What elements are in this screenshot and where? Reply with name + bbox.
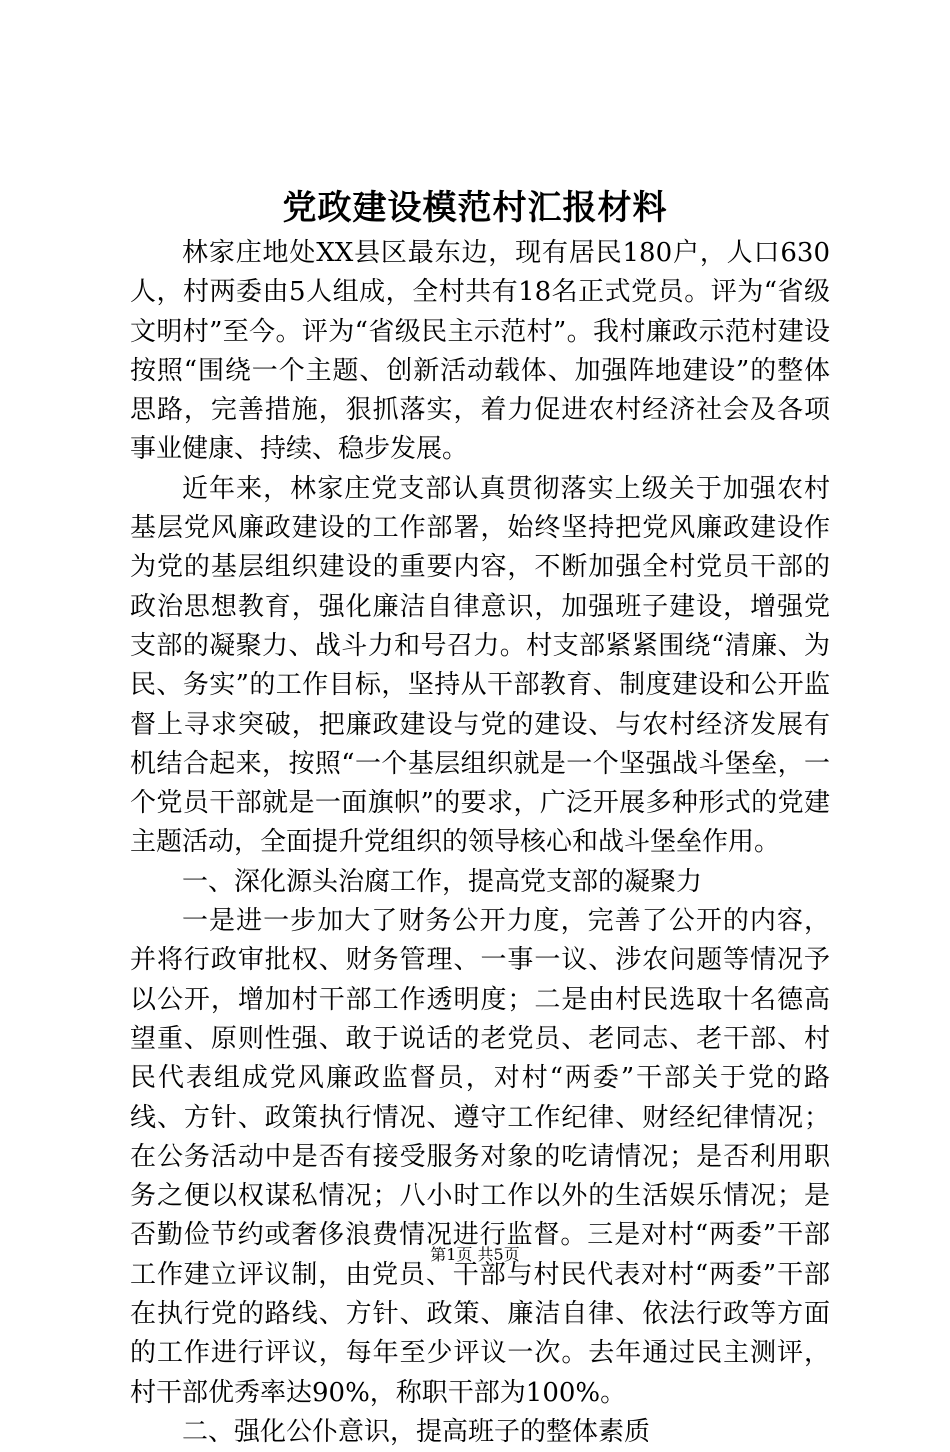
section-heading-2: 二、强化公仆意识，提高班子的整体素质 xyxy=(182,1416,651,1447)
section-heading-1: 一、深化源头治腐工作，提高党支部的凝聚力 xyxy=(182,866,703,897)
page-footer: 第1页 共5页 xyxy=(430,1245,520,1264)
background-paragraph: 近年来，林家庄党支部认真贯彻落实上级关于加强农村基层党风廉政建设的工作部署，始终坚持把党风廉政建设作为党的基层组织建设的重要内容，不断加强全村党员干部的政治思想教育，强化廉洁自律意识，加强班子建设，增强党支部的凝聚力、战斗力和号召力。村支部紧紧围绕“清廉、为民、务实”的工作目标，坚持从干部教育、制度建设和公开监督上寻求突破，把廉政建设与党的建设、与农村经济发展有机结合起来，按照“一个基层组织就是一个坚强战斗堡垒，一个党员干部就是一面旗帜”的要求，广泛开展多种形式的党建主题活动，全面提升党组织的领导核心和战斗堡垒作用。 xyxy=(130,473,830,858)
intro-paragraph: 林家庄地处XX县区最东边，现有居民180户，人口630人，村两委由5人组成，全村共有18名正式党员。评为“省级文明村”至今。评为“省级民主示范村”。我村廉政示范村建设按照“围绕一个主题、创新活动载体、加强阵地建设”的整体思路，完善措施，狠抓落实，着力促进农村经济社会及各项事业健康、持续、稳步发展。 xyxy=(130,238,830,465)
document-title: 党政建设模范村汇报材料 xyxy=(282,188,668,228)
document-body xyxy=(130,234,830,1452)
section-1-paragraph: 一是进一步加大了财务公开力度，完善了公开的内容，并将行政审批权、财务管理、一事一议、涉农问题等情况予以公开，增加村干部工作透明度；二是由村民选取十名德高望重、原则性强、敢于说话的老党员、老同志、老干部、村民代表组成党风廉政监督员，对村“两委”干部关于党的路线、方针、政策执行情况、遵守工作纪律、财经纪律情况；在公务活动中是否有接受服务对象的吃请情况；是否利用职务之便以权谋私情况；八小时工作以外的生活娱乐情况；是否勤俭节约或奢侈浪费情况进行监督。三是对村“两委”干部工作建立评议制，由党员、干部与村民代表对村“两委”干部在执行党的路线、方针、政策、廉洁自律、依法行政等方面的工作进行评议，每年至少评议一次。去年通过民主测评，村干部优秀率达90%，称职干部为100%。 xyxy=(130,906,830,1408)
